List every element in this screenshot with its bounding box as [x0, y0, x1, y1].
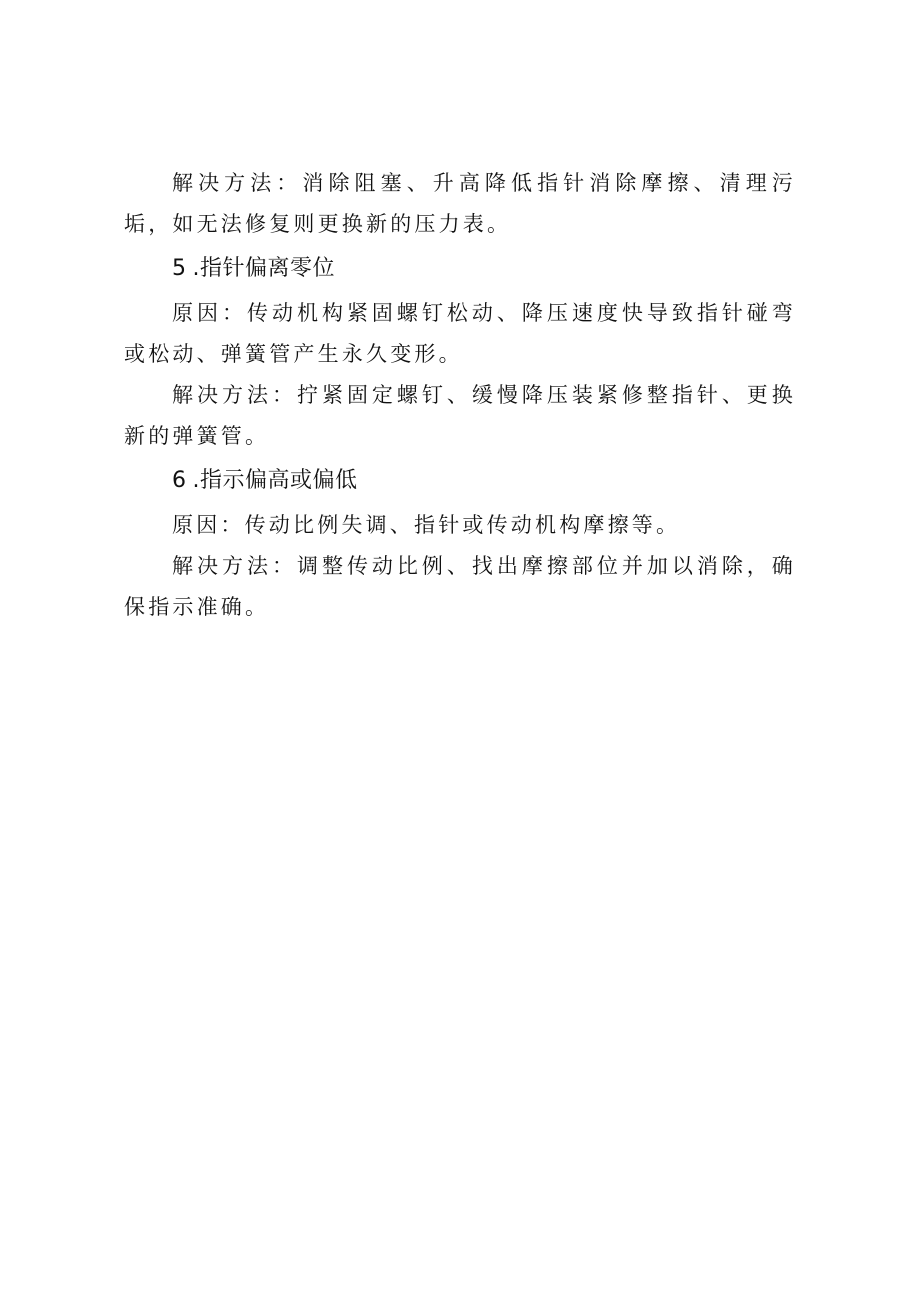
section-title: .指示偏高或偏低: [192, 468, 358, 493]
document-body: [124, 163, 796, 628]
section-heading-5: [124, 245, 796, 293]
paragraph-cause-zero-offset: 原因：传动机构紧固螺钉松动、降压速度快导致指针碰弯或松动、弹簧管产生永久变形。: [124, 301, 796, 366]
section-number: 6: [172, 468, 187, 493]
section-heading-6: [124, 457, 796, 505]
section-title: .指针偏离零位: [192, 256, 335, 281]
paragraph-solution-zero-offset: 解决方法：拧紧固定螺钉、缓慢降压装紧修整指针、更换新的弹簧管。: [124, 383, 796, 448]
paragraph-cause-reading-deviation: 原因：传动比例失调、指针或传动机构摩擦等。: [172, 513, 681, 537]
paragraph-solution-clogging: 解决方法：消除阻塞、升高降低指针消除摩擦、清理污垢，如无法修复则更换新的压力表。: [124, 171, 796, 236]
paragraph-solution-reading-deviation: 解决方法：调整传动比例、找出摩擦部位并加以消除，确保指示准确。: [124, 554, 796, 619]
section-number: 5: [172, 256, 187, 281]
